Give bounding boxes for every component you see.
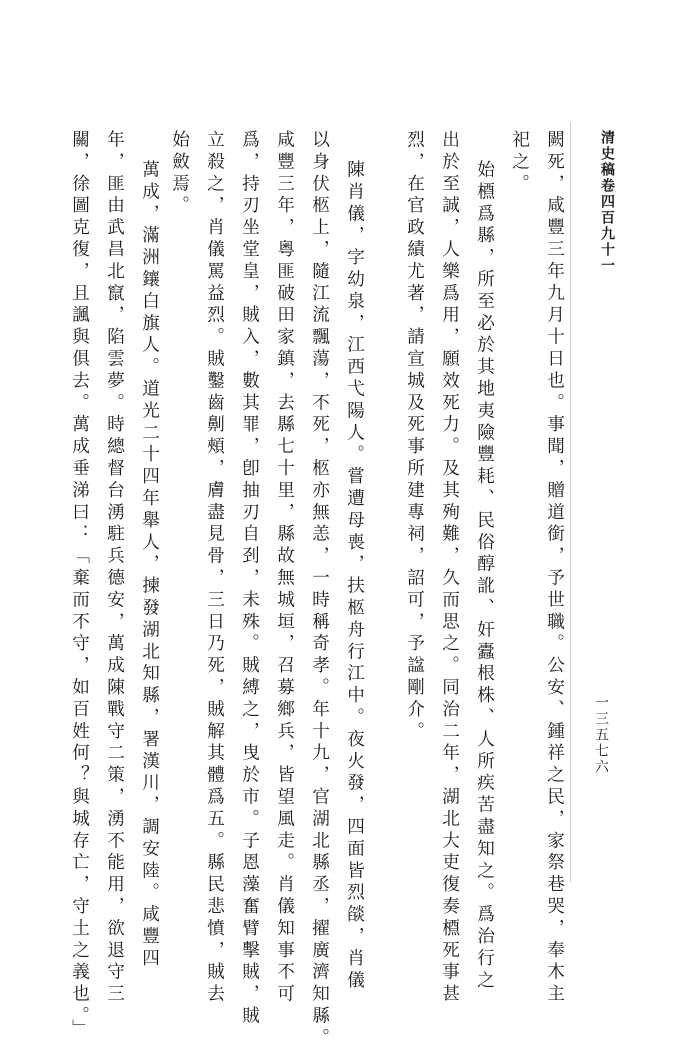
text-column-7: 以身伏柩上，隨江流飄蕩，不死，柩亦無恙，一時稱奇孝。年十九，官湖北縣丞，擢廣濟知縣。 — [309, 130, 330, 1050]
text-column-11: 始斂焉。 — [169, 130, 190, 218]
text-column-12: 萬成，滿洲鑲白旗人。道光二十四年舉人，揀發湖北知縣，署漢川，調安陸。咸豐四 — [139, 160, 160, 971]
text-column-10: 立殺之，肖儀罵益烈。賊鑿齒劓頰，膚盡見骨，三日乃死，賊解其體爲五。縣民悲憤，賊去 — [204, 130, 225, 1006]
text-column-1: 闕死，咸豐三年九月十日也。事聞，贈道銜，予世職。公安、鍾祥之民，家祭巷哭，奉木主 — [544, 130, 565, 1006]
text-column-8: 咸豐三年，粵匪破田家鎮，去縣七十里，縣故無城垣，召募鄉兵，皆望風走。肖儀知事不可 — [274, 130, 295, 1006]
text-column-5: 烈，在官政績尤著，請宣城及死事所建專祠，詔可，予諡剛介。 — [404, 130, 425, 744]
text-column-6: 陳肖儀，字幼泉，江西弋陽人。嘗遭母喪，扶柩舟行江中。夜火發，四面皆烈燄，肖儀 — [344, 160, 365, 993]
text-column-2: 祀之。 — [509, 130, 530, 196]
header-rule — [570, 122, 571, 882]
page-number: 一三五七六 — [593, 695, 609, 775]
text-column-9: 爲，持刃坐堂皇，賊入，數其罪，卽抽刃自刭，未殊。賊縛之，曳於市。子恩藻奮臂擊賊，賊 — [239, 130, 260, 1028]
text-column-4: 出於至誠，人樂爲用，願效死力。及其殉難，久而思之。同治二年，湖北大吏復奏槱死事甚 — [439, 130, 460, 1006]
text-column-14: 關，徐圖克復，且諷與俱去。萬成垂涕曰：「棄而不守，如百姓何？與城存亡，守土之義也。」 — [69, 130, 90, 1041]
text-column-3: 始槱爲縣，所至必於其地夷險豐耗、民俗醇訛、奸蠹根株、人所疾苦盡知之。爲治行之 — [474, 160, 495, 993]
text-column-13: 年，匪由武昌北竄，陷雲夢。時總督台湧駐兵德安，萬成陳戰守二策，湧不能用，欲退守三 — [104, 130, 125, 1006]
running-title: 清史稿卷四百九十一 — [599, 130, 615, 274]
